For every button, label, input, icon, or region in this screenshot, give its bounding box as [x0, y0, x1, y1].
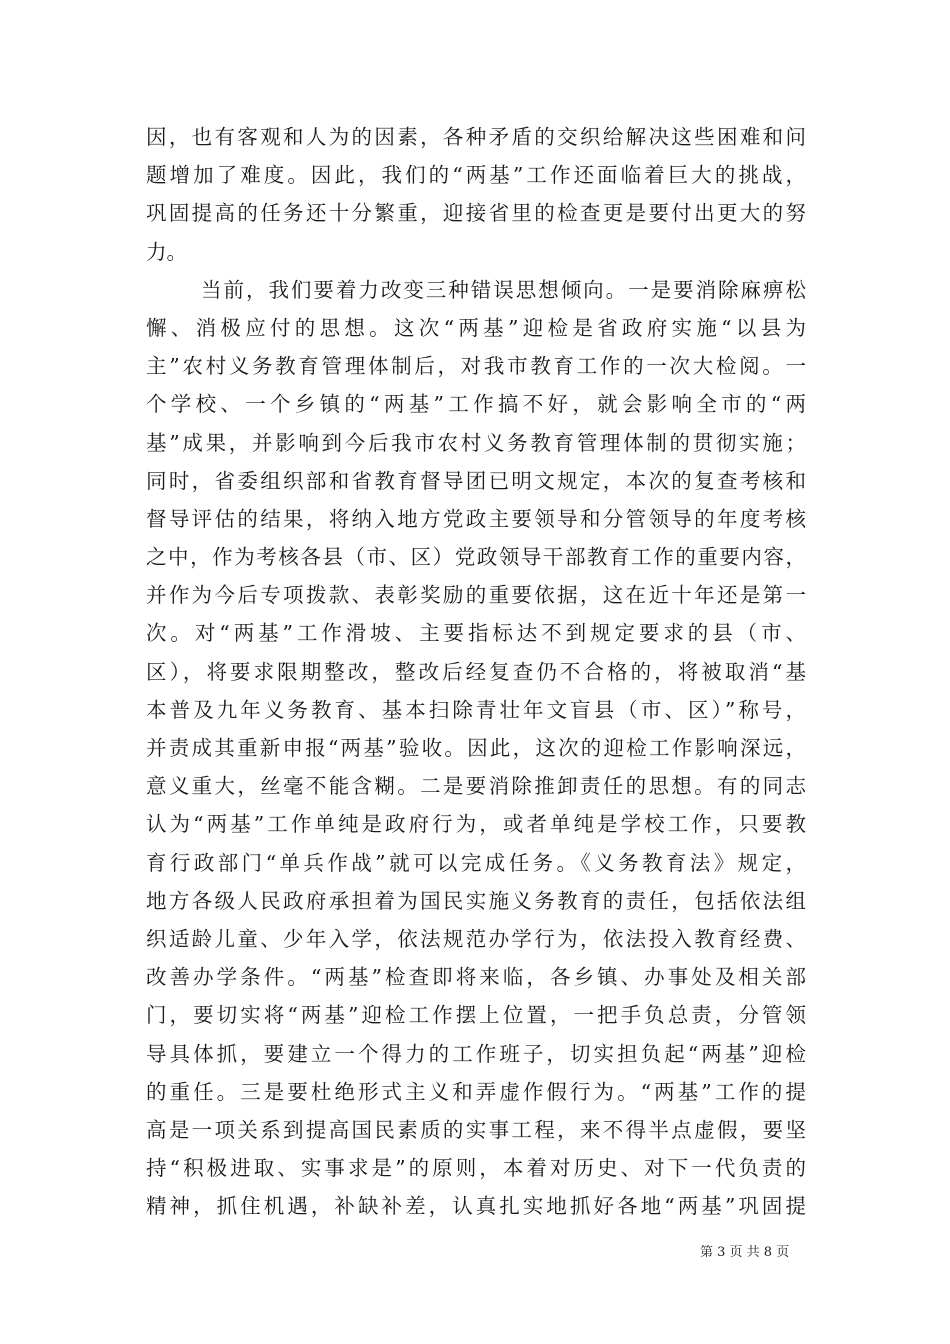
text-line: 本普及九年义务教育、基本扫除青壮年文盲县（市、区）”称号，	[146, 697, 806, 722]
page-number: 第 3 页 共 8 页	[700, 1245, 790, 1260]
text-line: 改善办学条件。“两基”检查即将来临，各乡镇、办事处及相关部	[146, 965, 806, 990]
text-line: 意义重大，丝毫不能含糊。二是要消除推卸责任的思想。有的同志	[146, 774, 806, 799]
text-line: 认为“两基”工作单纯是政府行为，或者单纯是学校工作，只要教	[146, 812, 806, 837]
text-line: 力。	[146, 239, 187, 264]
text-line: 个学校、一个乡镇的“两基”工作搞不好，就会影响全市的“两	[146, 392, 806, 417]
text-line: 育行政部门“单兵作战”就可以完成任务。《义务教育法》规定，	[146, 850, 806, 875]
text-line: 门，要切实将“两基”迎检工作摆上位置，一把手负总责，分管领	[146, 1003, 806, 1028]
text-line: 因，也有客观和人为的因素，各种矛盾的交织给解决这些困难和问	[146, 125, 806, 149]
text-line: 懈、消极应付的思想。这次“两基”迎检是省政府实施“以县为	[146, 315, 806, 340]
text-line: 之中，作为考核各县（市、区）党政领导干部教育工作的重要内容，	[146, 545, 806, 570]
text-line: 地方各级人民政府承担着为国民实施义务教育的责任，包括依法组	[146, 888, 806, 913]
text-line: 基”成果，并影响到今后我市农村义务教育管理体制的贯彻实施；	[146, 430, 806, 455]
text-line: 督导评估的结果，将纳入地方党政主要领导和分管领导的年度考核	[146, 506, 806, 531]
text-line: 当前，我们要着力改变三种错误思想倾向。一是要消除麻痹松	[201, 277, 806, 302]
text-line: 精神，抓住机遇，补缺补差，认真扎实地抓好各地“两基”巩固提	[146, 1194, 806, 1219]
text-line: 主”农村义务教育管理体制后，对我市教育工作的一次大检阅。一	[146, 354, 806, 379]
text-line: 导具体抓，要建立一个得力的工作班子，切实担负起“两基”迎检	[146, 1041, 806, 1066]
text-line: 持“积极进取、实事求是”的原则，本着对历史、对下一代负责的	[146, 1156, 806, 1181]
body-text	[146, 118, 806, 1225]
text-line: 的重任。三是要杜绝形式主义和弄虚作假行为。“两基”工作的提	[146, 1079, 806, 1104]
text-line: 巩固提高的任务还十分繁重，迎接省里的检查更是要付出更大的努	[146, 201, 806, 226]
text-line: 次。对“两基”工作滑坡、主要指标达不到规定要求的县（市、	[146, 621, 806, 646]
text-line: 题增加了难度。因此，我们的“两基”工作还面临着巨大的挑战，	[146, 163, 806, 188]
text-line: 并作为今后专项拨款、表彰奖励的重要依据，这在近十年还是第一	[146, 583, 806, 608]
text-line: 区），将要求限期整改，整改后经复查仍不合格的，将被取消“基	[146, 659, 806, 684]
text-line: 同时，省委组织部和省教育督导团已明文规定，本次的复查考核和	[146, 468, 806, 493]
text-line: 织适龄儿童、少年入学，依法规范办学行为，依法投入教育经费、	[146, 926, 806, 951]
text-line: 高是一项关系到提高国民素质的实事工程，来不得半点虚假，要坚	[146, 1117, 806, 1142]
text-line: 并责成其重新申报“两基”验收。因此，这次的迎检工作影响深远，	[146, 736, 806, 760]
